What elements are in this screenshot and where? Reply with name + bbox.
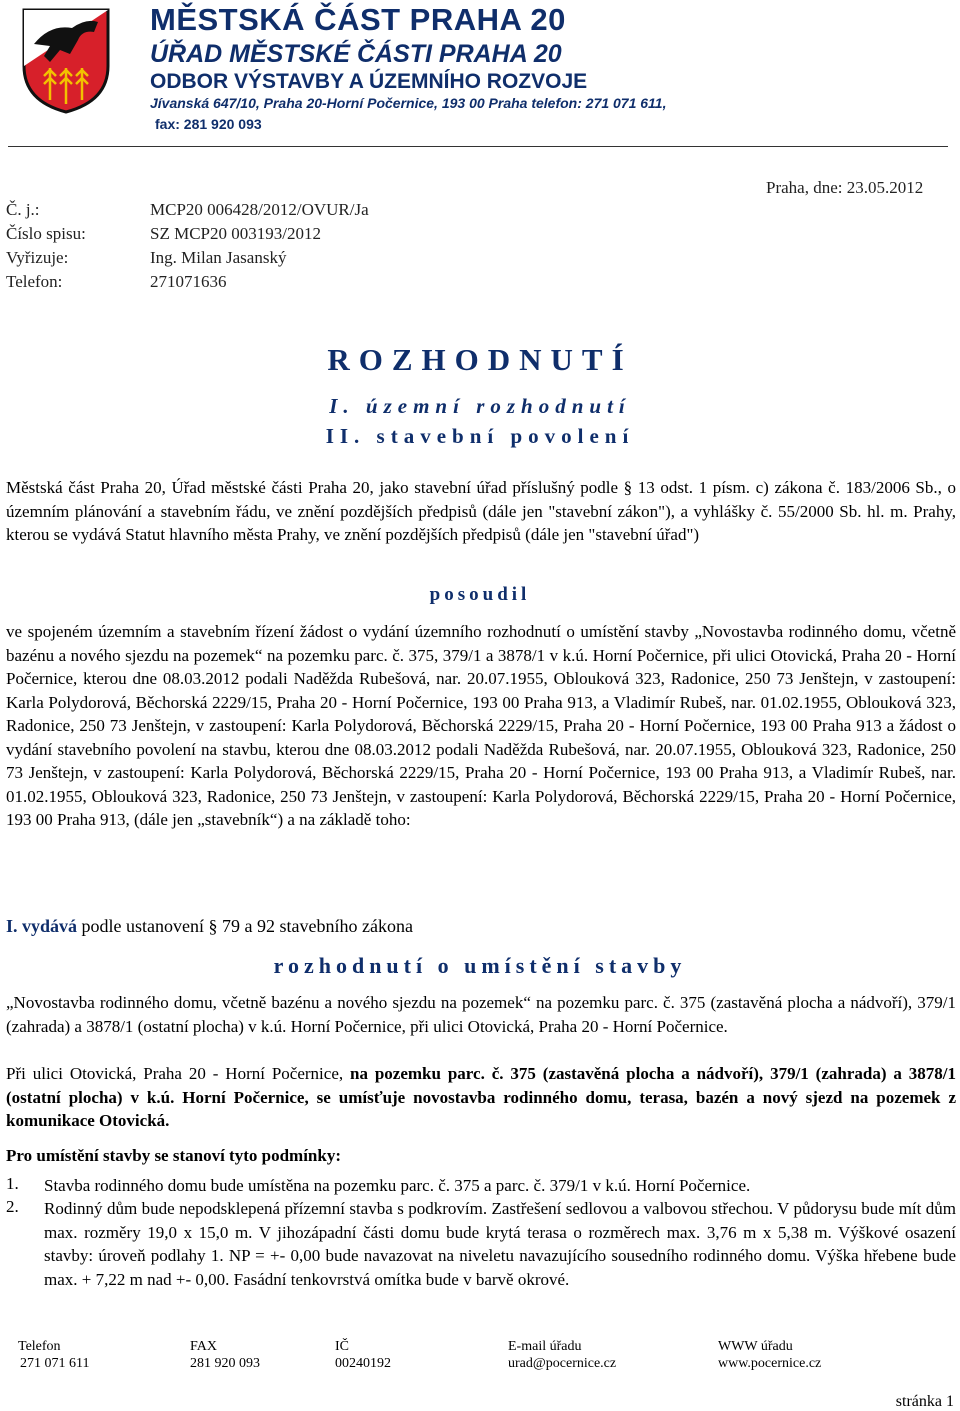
- vyrizuje-value: Ing. Milan Jasanský: [150, 248, 287, 267]
- vydava-line: [6, 916, 413, 937]
- footer-fax: 281 920 093: [190, 1356, 260, 1371]
- request-paragraph: ve spojeném územním a stavebním řízení žádost o vydání územního rozhodnutí o umístění stavby „Novostavba rodinného domu, včetně bazénu a nového sjezdu na pozemek“ na pozemku parc. č. 375, 379/1 a 3878/1 v k.ú. Horní Počernice, při ulici Otovická, Praha 20 - Horní Počernice, kterou dne 08.03.2012 podali Naděžda Rubešová, nar. 20.07.1955, Oblouková 323, Radonice, 250 73 Jenštejn, v zastoupení: Karla Polydorová, Běchorská 2229/15, Praha 20 - Horní Počernice, 193 00 Praha 913, a Vladimír Rubeš, nar. 01.02.1955, Oblouková 323, Radonice, 250 73 Jenštejn, v zastoupení: Karla Polydorová, Běchorská 2229/15, Praha 20 - Horní Počernice, 193 00 Praha 913 a žádost o vydání stavebního povolení na stavbu, kterou dne 08.03.2012 podali Naděžda Rubešová, nar. 20.07.1955, Oblouková 323, Radonice, 250 73 Jenštejn, v zastoupení: Karla Polydorová, Běchorská 2229/15, Praha 20 - Horní Počernice, 193 00 Praha 913, a Vladimír Rubeš, nar. 01.02.1955, Oblouková 323, Radonice, 250 73 Jenštejn, v zastoupení: Karla Polydorová, Běchorská 2229/15, Praha 20 - Horní Počernice, 193 00 Praha 913, (dále jen „stavebník“) a na základě toho:: [6, 622, 956, 829]
- document-date: Praha, dne: 23.05.2012: [766, 178, 924, 197]
- footer-www[interactable]: www.pocernice.cz: [718, 1356, 822, 1371]
- subtitle-territorial: I. územní rozhodnutí: [329, 394, 631, 418]
- footer-fax-label: FAX: [190, 1339, 217, 1354]
- footer-ic: 00240192: [335, 1356, 391, 1371]
- header-divider: [8, 146, 948, 147]
- vydava-rest: podle ustanovení § 79 a 92 stavebního zákona: [81, 916, 413, 936]
- header-office: ÚŘAD MĚSTSKÉ ČÁSTI PRAHA 20: [150, 40, 562, 68]
- footer-telefon-label: Telefon: [18, 1339, 61, 1354]
- header-fax: fax: 281 920 093: [155, 116, 262, 132]
- condition-text: Rodinný dům bude nepodsklepená přízemní stavba s podkrovím. Zastřešení sedlovou a valbovou střechou. V půdorysu bude mít dům max. rozměry 19,0 x 15,0 m. V jihozápadní části domu bude krytá terasa o rozměrech max. 3,76 m x 5,38 m. Výškové osazení stavby: úroveň podlahy 1. NP = +- 0,00 bude navazovat na niveletu navazujícího sousedního rodinného domu. Výška hřebene bude max. + 7,22 m nad +- 0,00. Fasádní tenkovrstvá omítka bude v barvě okrové.: [44, 1199, 956, 1289]
- condition-number: 2.: [6, 1197, 19, 1216]
- intro-paragraph: Městská část Praha 20, Úřad městské části Praha 20, jako stavební úřad příslušný podle § 13 odst. 1 písm. c) zákona č. 183/2006 Sb., o územním plánování a stavebním řádu, ve znění pozdějších předpisů (dále jen "stavební zákon"), a vyhlášky č. 55/2000 Sb. hl. m. Prahy, kterou se vydává Statut hlavního města Prahy, ve znění pozdějších předpisů (dále jen "stavební úřad"): [6, 478, 956, 544]
- misto-normal: Při ulici Otovická, Praha 20 - Horní Počernice,: [6, 1064, 350, 1083]
- misto-paragraph: [6, 1062, 956, 1133]
- header-department: ODBOR VÝSTAVBY A ÚZEMNÍHO ROZVOJE: [150, 70, 588, 93]
- footer-ic-label: IČ: [335, 1339, 349, 1354]
- conditions-heading: Pro umístění stavby se stanoví tyto podmínky:: [6, 1146, 341, 1165]
- municipal-crest-logo: [20, 6, 112, 114]
- header-municipality: MĚSTSKÁ ČÁST PRAHA 20: [150, 2, 566, 37]
- header-address: Jívanská 647/10, Praha 20-Horní Počernice, 193 00 Praha telefon: 271 071 611,: [150, 95, 667, 111]
- footer-email[interactable]: urad@pocernice.cz: [508, 1356, 617, 1371]
- spis-label: Číslo spisu:: [6, 224, 86, 243]
- cj-label: Č. j.:: [6, 200, 40, 219]
- vyrizuje-label: Vyřizuje:: [6, 248, 69, 267]
- posoudil-heading: posoudil: [429, 584, 531, 605]
- subtitle-building-permit: II. stavební povolení: [325, 424, 635, 448]
- spis-value: SZ MCP20 003193/2012: [150, 224, 321, 243]
- footer-email-label: E-mail úřadu: [508, 1339, 582, 1354]
- telefon-label: Telefon:: [6, 272, 63, 291]
- rozhodnuti-umisteni-heading: rozhodnutí o umístění stavby: [273, 953, 687, 978]
- document-title: ROZHODNUTÍ: [327, 342, 633, 377]
- stavba-paragraph: „Novostavba rodinného domu, včetně bazénu a nového sjezdu na pozemek“ na pozemku parc. č. 375 (zastavěná plocha a nádvoří), 379/1 (zahrada) a 3878/1 (ostatní plocha) v k.ú. Horní Počernice, při ulici Otovická, Praha 20 - Horní Počernice.: [6, 993, 956, 1036]
- cj-value: MCP20 006428/2012/OVUR/Ja: [150, 200, 369, 219]
- telefon-value: 271071636: [150, 272, 227, 291]
- condition-number: 1.: [6, 1174, 19, 1193]
- misto-bold: na pozemku parc. č. 375 (zastavěná plocha a nádvoří), 379/1 (zahrada) a 3878/1 (ostatní plocha) v k.ú. Horní Počernice, se umísťuje novostavba rodinného domu, terasa, bazén a nový sjezd na pozemek z komunikace Otovická.: [6, 1064, 956, 1130]
- vydava-bold: I. vydává: [6, 916, 78, 936]
- condition-text: Stavba rodinného domu bude umístěna na pozemku parc. č. 375 a parc. č. 379/1 v k.ú. Horní Počernice.: [44, 1176, 751, 1195]
- footer-telefon: 271 071 611: [20, 1356, 90, 1371]
- page-number: stránka 1: [895, 1393, 954, 1410]
- footer-www-label: WWW úřadu: [718, 1339, 793, 1354]
